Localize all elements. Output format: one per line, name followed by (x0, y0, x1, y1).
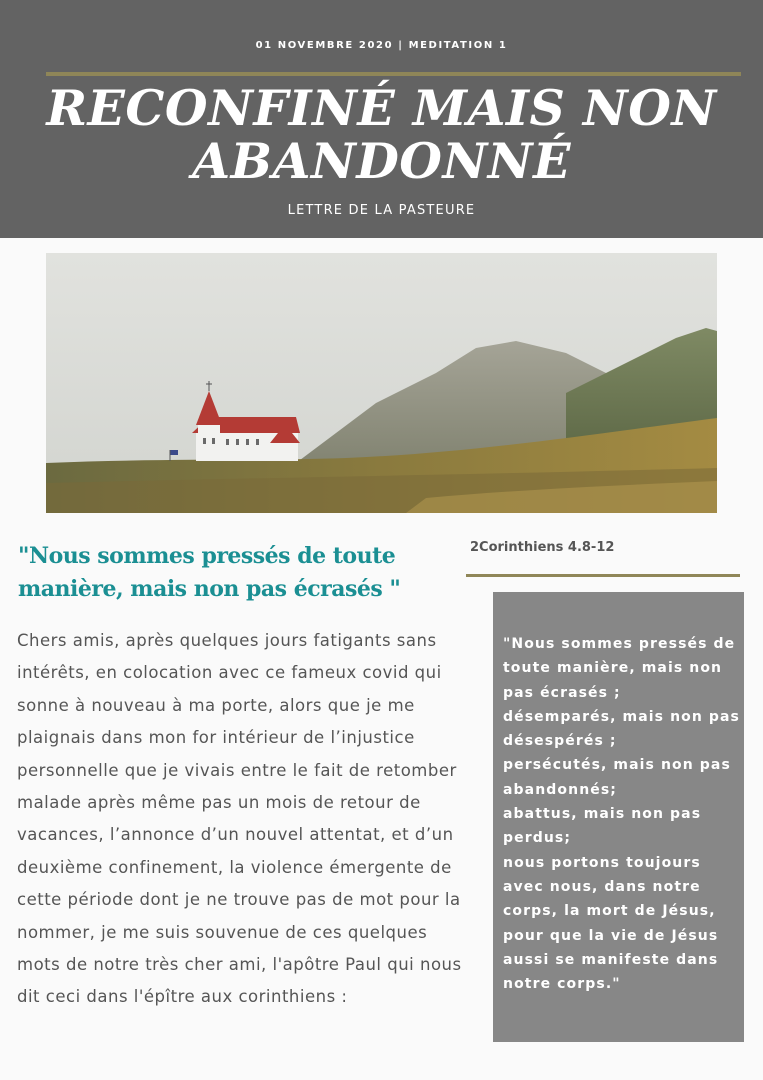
title-line-2: ABANDONNÉ (192, 132, 571, 190)
scripture-reference: 2Corinthiens 4.8-12 (470, 540, 615, 555)
quote-heading: "Nous sommes pressés de toute manière, mais non pas écrasés " (18, 543, 401, 602)
header-divider (46, 72, 741, 76)
church-landscape-image (46, 253, 717, 513)
header-banner (0, 0, 763, 238)
date-line: 01 NOVEMBRE 2020 | MEDITATION 1 (255, 40, 508, 51)
verse-text: "Nous sommes pressés de toute manière, mais non pas écrasés ; désemparés, mais non pas désespérés ; persécutés, mais non pas abandonnés; abattus, mais non pas perdus; nous portons toujours avec nous, dans notre corps, la mort de Jésus, pour que la vie de Jésus aussi se manifeste dans notre corps." (503, 636, 740, 993)
reference-divider (466, 574, 740, 577)
subtitle: LETTRE DE LA PASTEURE (287, 203, 476, 218)
landscape-photo (46, 253, 717, 513)
page-title (0, 79, 763, 190)
letter-body: Chers amis, après quelques jours fatigants sans intérêts, en colocation avec ce fameux covid qui sonne à nouveau à ma porte, alors que je me plaignais dans mon for intérieur de l’injustice personnelle que je vivais entre le fait de retomber malade après même pas un mois de retour de vacances, l’annonce d’un nouvel attentat, et d’un deuxième confinement, la violence émergente de cette période dont je ne trouve pas de mot pour la nommer, je me suis souvenue de ces quelques mots de notre très cher ami, l'apôtre Paul qui nous dit ceci dans l'épître aux corinthiens : (17, 631, 462, 1007)
title-line-1: RECONFINÉ MAIS NON (46, 79, 717, 137)
verse-box (493, 592, 744, 1042)
